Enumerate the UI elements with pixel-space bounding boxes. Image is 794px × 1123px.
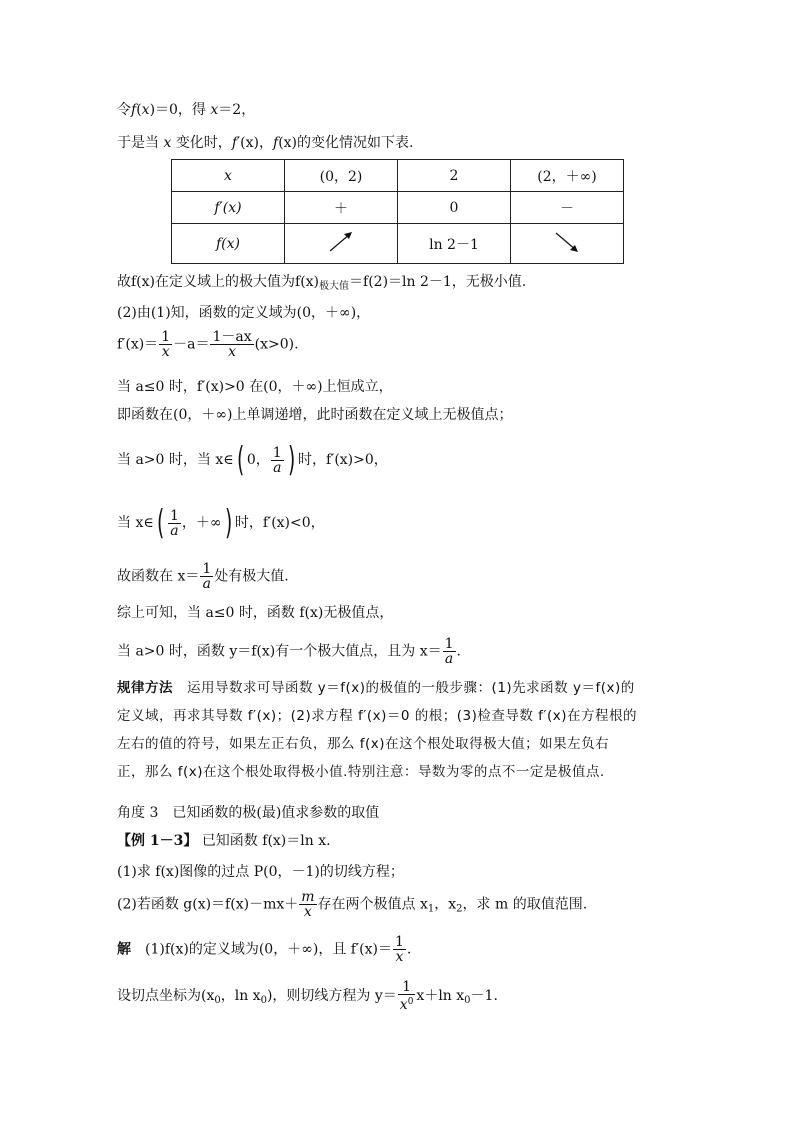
right-paren: )	[224, 503, 232, 543]
variation-table	[171, 159, 624, 264]
text: －1.	[470, 988, 498, 1004]
text: 故	[117, 274, 131, 290]
text-line-2	[117, 133, 413, 153]
arrow-up-right-icon	[326, 229, 356, 255]
table-cell: ＋	[285, 192, 398, 224]
text: ，求 m 的取值范围.	[462, 896, 588, 913]
table-cell: 2	[398, 160, 511, 192]
text: f′(x)＝	[117, 336, 159, 353]
text-line-p1	[117, 272, 526, 297]
text: x＋ln x	[416, 988, 465, 1004]
section-heading: 角度 3 已知函数的极(最)值求参数的取值	[117, 805, 380, 821]
text: 1	[427, 903, 435, 915]
solution-label: 解	[117, 941, 131, 958]
text: ＝f(2)＝ln 2－1，无极小值.	[349, 274, 527, 290]
text: )＝0，得	[149, 102, 206, 118]
left-paren: (	[156, 503, 164, 543]
text: a	[170, 522, 179, 539]
text: ，x	[434, 896, 457, 913]
table-cell: 0	[398, 192, 511, 224]
text: 1	[202, 561, 212, 577]
text: ＝2，	[218, 102, 256, 118]
text: 1	[161, 329, 171, 345]
table-cell	[285, 224, 398, 264]
text: 时，f′(x)<0，	[234, 515, 325, 531]
text: (x)的变化情况如下表.	[278, 135, 414, 151]
text-line-p5: 即函数在(0，＋∞)上单调递增，此时函数在定义域上无极值点；	[117, 407, 513, 423]
fraction	[398, 980, 416, 1012]
method-title: 规律方法	[117, 680, 173, 696]
text-line-p9: 综上可知，当 a≤0 时，函数 f(x)无极值点，	[117, 605, 394, 621]
fraction	[271, 446, 284, 475]
text: x	[163, 135, 172, 151]
fraction	[393, 935, 406, 964]
text: x	[399, 997, 408, 1013]
text-line-p2: (2)由(1)知，函数的定义域为(0，＋∞)，	[117, 305, 371, 321]
fraction-denominator	[398, 995, 416, 1012]
text: 变化时，	[175, 135, 232, 151]
text: 设切点坐标为(x	[117, 988, 215, 1004]
text: 当 a>0 时，当 x∈	[117, 452, 234, 468]
text: 0	[464, 995, 471, 1006]
text-line-p7	[117, 503, 325, 543]
table-cell: f(x)	[172, 224, 285, 264]
table-header-row	[172, 160, 624, 192]
text: f	[131, 102, 137, 118]
text: 当 a>0 时，函数 y＝f(x)有一个极大值点，且为 x＝	[117, 643, 442, 660]
text: 处有极大值.	[214, 568, 289, 585]
fraction	[200, 562, 213, 591]
left-paren: (	[236, 440, 244, 480]
fraction	[443, 637, 456, 666]
text: .	[456, 643, 461, 660]
method-line-4: 正，那么 f(x)在这个根处取得极小值.特别注意：导数为零的点不一定是极值点.	[117, 764, 605, 780]
text: m	[301, 889, 315, 905]
text: 0，	[246, 452, 270, 468]
text: 于是当	[117, 135, 159, 151]
text-line-p3	[117, 330, 299, 359]
table-cell: －	[511, 192, 624, 224]
arrow-down-right-icon	[552, 229, 582, 255]
text: x	[228, 344, 236, 360]
text: x	[141, 102, 150, 118]
text: .	[406, 941, 412, 958]
text: 1－ax	[212, 329, 252, 345]
text: 1	[444, 636, 454, 652]
text-line-1	[117, 100, 255, 120]
example-label: 【例 1－3】	[117, 833, 198, 849]
table-cell	[511, 224, 624, 264]
method-line-3: 左右的值的符号，如果左正右负，那么 f(x)在这个根处取得极大值；如果左负右	[117, 736, 610, 752]
fraction	[299, 890, 316, 919]
text: ，＋∞	[181, 515, 222, 531]
fraction	[210, 330, 253, 359]
text: 故函数在 x＝	[117, 568, 200, 585]
text: f	[273, 135, 279, 151]
example-q2	[117, 890, 587, 920]
text: (x>0).	[254, 336, 299, 353]
text: 已知函数 f(x)＝ln x.	[201, 833, 331, 849]
text: (	[136, 102, 142, 118]
text: 当 x∈	[117, 515, 154, 531]
solution-line-1	[117, 935, 411, 964]
text: f(x)在定义域上的极大值为	[131, 274, 296, 290]
table-cell: (2，＋∞)	[511, 160, 624, 192]
solution-line-2	[117, 980, 498, 1012]
text: 1	[272, 444, 282, 461]
text-line-p10	[117, 637, 461, 666]
text: a	[202, 576, 211, 592]
text: )，则切线方程为 y＝	[266, 988, 397, 1004]
text-line-p4: 当 a≤0 时，f′(x)>0 在(0，＋∞)上恒成立，	[117, 379, 393, 395]
text: x	[303, 904, 312, 920]
text: 1	[169, 507, 179, 524]
text: 时，f′(x)>0，	[297, 452, 388, 468]
example-line	[117, 831, 331, 851]
text-line-p8	[117, 562, 289, 591]
text: f(x)	[295, 274, 320, 290]
example-q1: (1)求 f(x)图像的过点 P(0，－1)的切线方程；	[117, 864, 404, 880]
text: ′(x)，	[237, 135, 273, 151]
text: －a＝	[173, 336, 210, 353]
text: (1)f(x)的定义域为(0，＋∞)，且 f′(x)＝	[145, 941, 392, 958]
table-row	[172, 192, 624, 224]
text: 2	[456, 903, 463, 915]
text: 令	[117, 102, 131, 118]
table-cell: f′(x)	[172, 192, 285, 224]
text: a	[444, 651, 454, 667]
table-row	[172, 224, 624, 264]
text: (2)若函数 g(x)＝f(x)－mx＋	[117, 896, 299, 913]
text: 存在两个极值点 x	[317, 896, 428, 913]
table-cell: ln 2－1	[398, 224, 511, 264]
text: x	[395, 949, 404, 965]
text: 极大值	[319, 281, 350, 292]
text: f	[231, 135, 237, 151]
text: 运用导数求可导函数 y＝f(x)的极值的一般步骤：(1)先求函数 y＝f(x)的	[187, 680, 635, 696]
fraction	[159, 330, 172, 359]
text-line-p6	[117, 440, 388, 480]
method-line-2: 定义域，再求其导数 f′(x)；(2)求方程 f′(x)＝0 的根；(3)检查导数 f′(x)在方程根的	[117, 708, 638, 724]
text: 1	[398, 980, 416, 995]
text: 1	[394, 934, 404, 950]
text: 0	[214, 995, 221, 1006]
table-cell: x	[172, 160, 285, 192]
right-paren: )	[287, 440, 295, 480]
table-cell: (0，2)	[285, 160, 398, 192]
text: x	[161, 344, 170, 360]
text: 0	[407, 997, 414, 1007]
fraction	[168, 509, 181, 538]
text: ，ln x	[220, 988, 261, 1004]
method-line-1	[117, 678, 635, 698]
text: 0	[260, 995, 267, 1006]
text: a	[273, 459, 282, 476]
text: x	[210, 102, 219, 118]
